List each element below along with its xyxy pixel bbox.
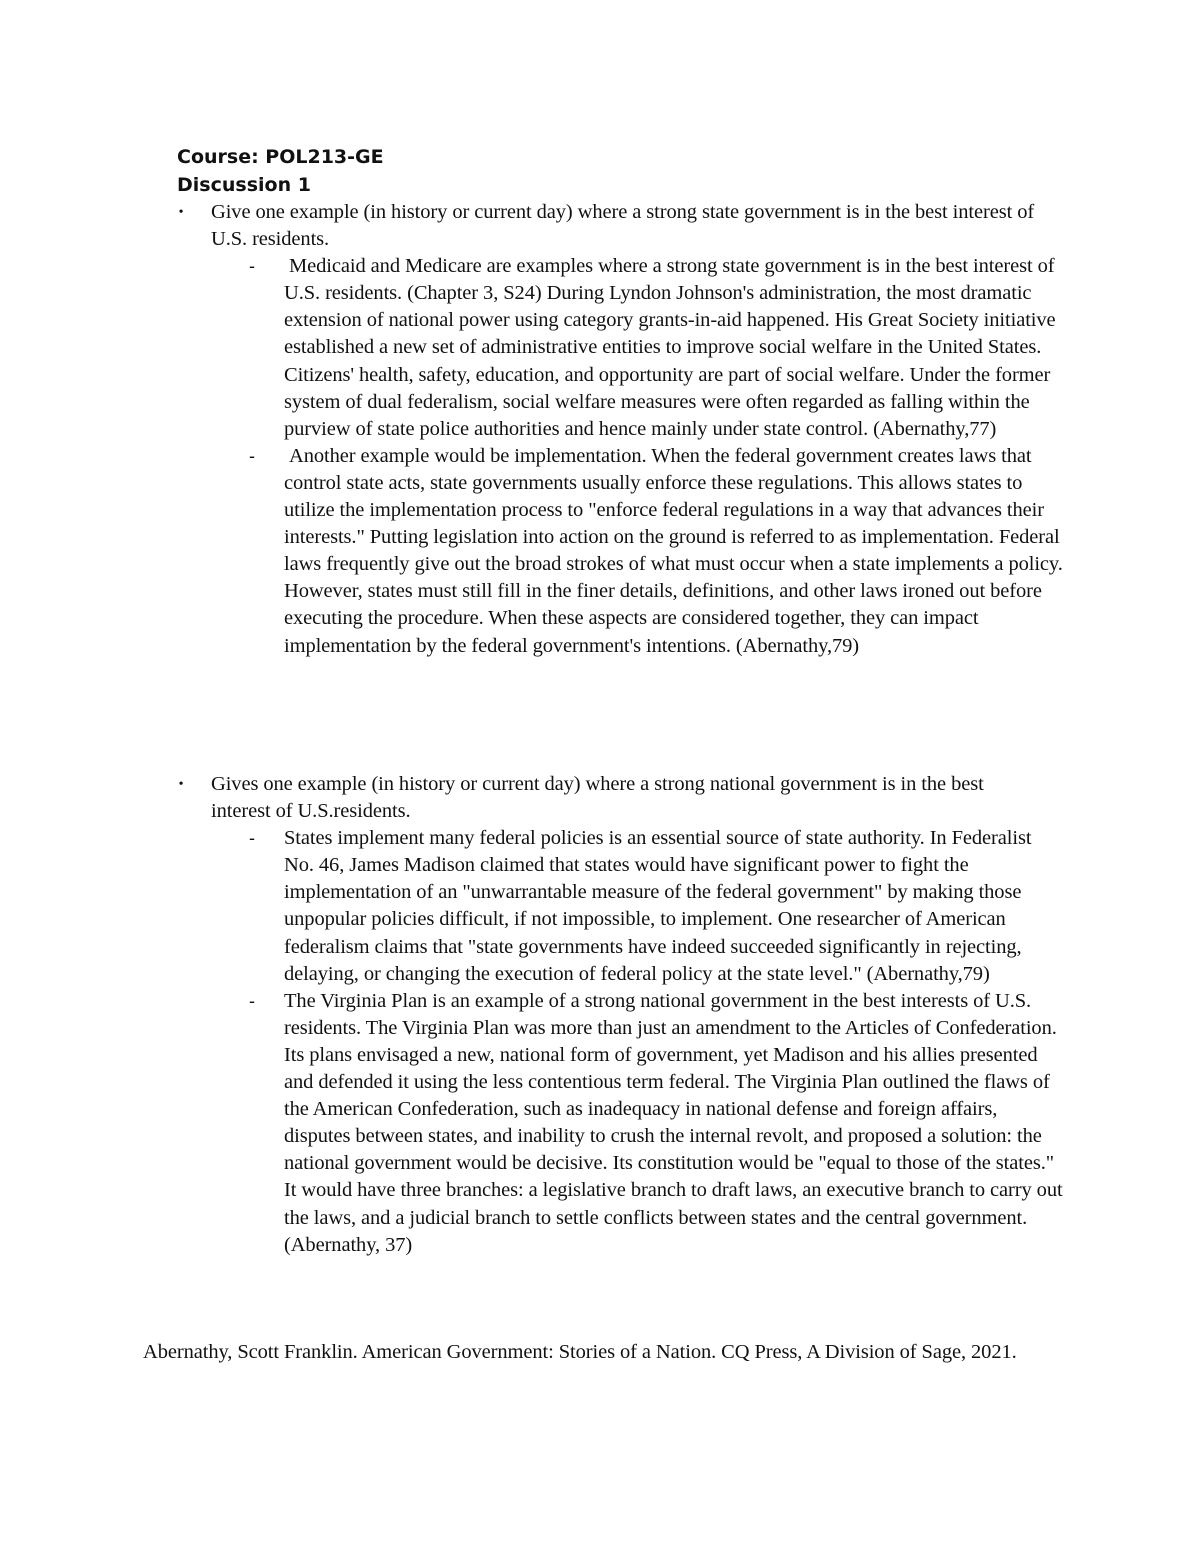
dash-icon: - [249, 828, 255, 849]
dash-icon: - [249, 990, 255, 1011]
answer-text: The Virginia Plan is an example of a strong national government in the best interests of U.S. residents. The Virginia Plan was more than just an amendment to the Articles of Confederation. Its plans envisaged a new, national form of government, yet Madison and his allies presented and defended it using the less contentious term federal. The Virginia Plan outlined the flaws of the American Confederation, such as inadequacy in national defense and foreign affairs, disputes between states, and inability to crush the internal revolt, and proposed a solution: the national government would be decisive. Its constitution would be "equal to those of the states." It would have three branches: a legislative branch to draft laws, an executive branch to carry out the laws, and a judicial branch to settle conflicts between states and the central government. (Abernathy, 37) [284, 989, 1063, 1256]
discussion-title: Discussion 1 [177, 174, 311, 196]
question-block-national [0, 771, 1200, 1259]
question-block-state [0, 199, 1200, 660]
bullet-icon: • [178, 205, 184, 220]
answer-item [0, 988, 1064, 1259]
dash-icon: - [249, 256, 255, 277]
answer-item [0, 443, 1068, 660]
answer-item [0, 253, 1064, 443]
answer-text: Medicaid and Medicare are examples where a strong state government is in the best interest of U.S. residents. (Chapter 3, S24) During Lyndon Johnson's administration, the most dramatic extension of national power using category grants-in-aid happened. His Great Society initiative established a new set of administrative entities to improve social welfare in the United States. Citizens' health, safety, education, and opportunity are part of social welfare. Under the former system of dual federalism, social welfare measures were often regarded as falling within the purview of state police authorities and hence mainly under state control. (Abernathy,77) [284, 255, 1061, 440]
bullet-icon: • [178, 777, 184, 792]
answer-text: Another example would be implementation. When the federal government creates laws that control state acts, state governments usually enforce these regulations. This allows states to utilize the implementation process to "enforce federal regulations in a way that advances their interests." Putting legislation into action on the ground is referred to as implementation. Federal laws frequently give out the broad strokes of what must occur when a state implements a policy. However, states must still fill in the finer details, definitions, and other laws ironed out before executing the procedure. When these aspects are considered together, they can impact implementation by the federal government's intentions. (Abernathy,79) [284, 444, 1068, 657]
question-item [0, 199, 1041, 253]
question-prompt: Gives one example (in history or current day) where a strong national government is in the best interest of U.S.residents. [211, 773, 984, 823]
answer-item [0, 825, 1064, 988]
dash-icon: - [249, 445, 255, 466]
reference-citation: Abernathy, Scott Franklin. American Government: Stories of a Nation. CQ Press, A Division of Sage, 2021. [143, 1341, 1017, 1363]
course-title: Course: POL213-GE [177, 146, 384, 168]
question-prompt: Give one example (in history or current day) where a strong state government is in the best interest of U.S. residents. [211, 201, 1035, 251]
question-item [0, 771, 1041, 825]
answer-text: States implement many federal policies is an essential source of state authority. In Federalist No. 46, James Madison claimed that states would have significant power to fight the implementation of an "unwarrantable measure of the federal government" by making those unpopular policies difficult, if not impossible, to implement. One researcher of American federalism claims that "state governments have indeed succeeded significantly in rejecting, delaying, or changing the execution of federal policy at the state level." (Abernathy,79) [284, 827, 1032, 985]
